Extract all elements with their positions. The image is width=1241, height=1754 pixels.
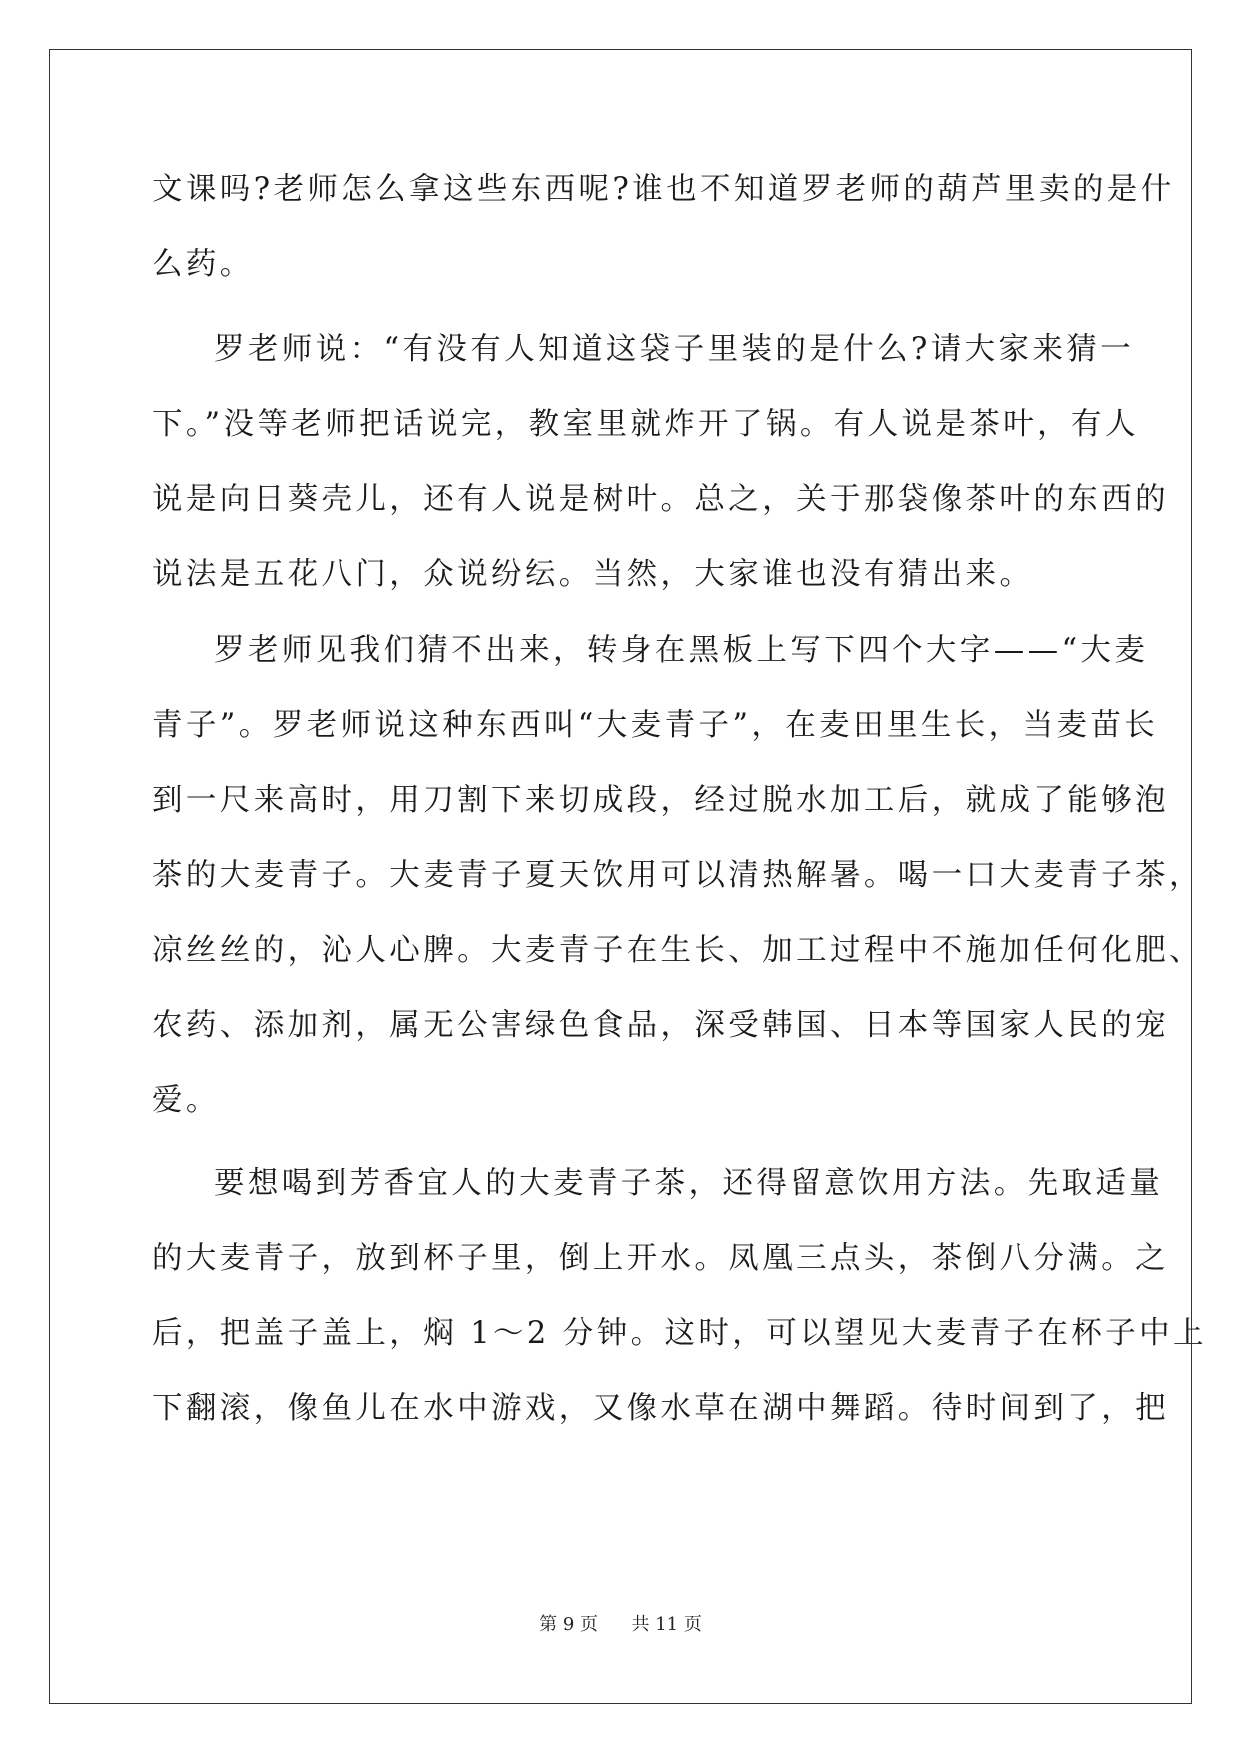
text-line: 下。”没等老师把话说完，教室里就炸开了锅。有人说是茶叶，有人 xyxy=(152,407,1139,442)
text-line: 说法是五花八门，众说纷纭。当然，大家谁也没有猜出来。 xyxy=(152,557,1034,592)
page-number: 第 9 页 xyxy=(539,1614,599,1635)
text-line: 下翻滚，像鱼儿在水中游戏，又像水草在湖中舞蹈。待时间到了，把 xyxy=(152,1391,1169,1426)
text-line: 凉丝丝的，沁人心脾。大麦青子在生长、加工过程中不施加任何化肥、 xyxy=(152,933,1203,968)
text-line: 文课吗?老师怎么拿这些东西呢?谁也不知道罗老师的葫芦里卖的是什 xyxy=(152,172,1175,207)
text-line: 茶的大麦青子。大麦青子夏天饮用可以清热解暑。喝一口大麦青子茶， xyxy=(152,858,1203,893)
text-line: 农药、添加剂，属无公害绿色食品，深受韩国、日本等国家人民的宠 xyxy=(152,1008,1169,1043)
text-line: 说是向日葵壳儿，还有人说是树叶。总之，关于那袋像茶叶的东西的 xyxy=(152,482,1169,517)
text-line: 后，把盖子盖上，焖 1～2 分钟。这时，可以望见大麦青子在杯子中上 xyxy=(152,1316,1207,1351)
text-line: 罗老师说：“有没有人知道这袋子里装的是什么?请大家来猜一 xyxy=(214,332,1135,367)
text-line: 罗老师见我们猜不出来，转身在黑板上写下四个大字——“大麦 xyxy=(214,633,1149,668)
page-footer xyxy=(0,1613,1241,1637)
text-line: 的大麦青子，放到杯子里，倒上开水。凤凰三点头，茶倒八分满。之 xyxy=(152,1241,1169,1276)
text-line: 青子”。罗老师说这种东西叫“大麦青子”，在麦田里生长，当麦苗长 xyxy=(152,708,1159,743)
text-line: 么药。 xyxy=(152,247,254,282)
text-line: 爱。 xyxy=(152,1083,220,1118)
text-line: 要想喝到芳香宜人的大麦青子茶，还得留意饮用方法。先取适量 xyxy=(214,1166,1164,1201)
page-total: 共 11 页 xyxy=(631,1614,702,1635)
text-line: 到一尺来高时，用刀割下来切成段，经过脱水加工后，就成了能够泡 xyxy=(152,783,1169,818)
